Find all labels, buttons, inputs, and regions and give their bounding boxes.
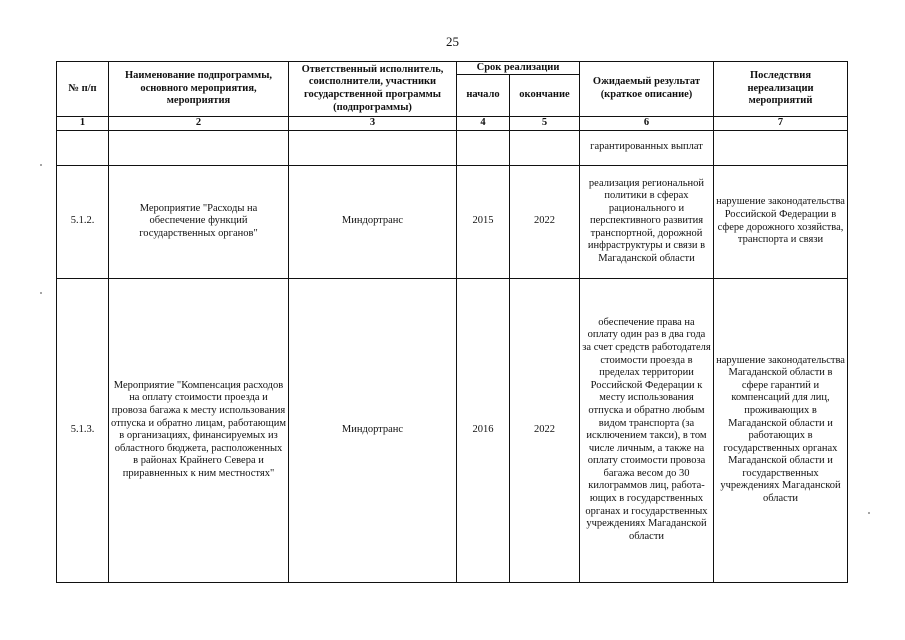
cell-result: реализация региональной политики в сферах рационального и перспективного развития транспортной, дорожной инфраструктуры и связи в Магаданской области — [580, 165, 714, 278]
column-number: 6 — [580, 117, 714, 131]
header-start: начало — [457, 75, 510, 117]
cell-executor: Миндортранс — [289, 278, 457, 582]
scan-speck — [40, 164, 42, 166]
scan-speck — [868, 512, 870, 514]
cell-executor: Миндортранс — [289, 165, 457, 278]
header-name: Наименование подпрограммы, основного мероприятия, мероприятия — [109, 62, 289, 117]
column-number: 3 — [289, 117, 457, 131]
table-row — [57, 130, 848, 165]
cell-start: 2016 — [457, 278, 510, 582]
header-result: Ожидаемый результат (краткое описание) — [580, 62, 714, 117]
header-num: № п/п — [57, 62, 109, 117]
header-end: окончание — [510, 75, 580, 117]
column-number: 4 — [457, 117, 510, 131]
cell-end: 2022 — [510, 165, 580, 278]
cell-consequences: нарушение законодательства Магаданской области в сфере гарантий и компенсаций для лиц, проживающих в Магаданской области и работающих в государственных органах Магаданской области и государственных учреждениях Магаданской области — [714, 278, 848, 582]
cell-start — [457, 130, 510, 165]
cell-name — [109, 130, 289, 165]
cell-executor — [289, 130, 457, 165]
program-activities-table — [56, 61, 848, 583]
page-number: 25 — [446, 34, 459, 49]
cell-num: 5.1.2. — [57, 165, 109, 278]
header-consequences: Последствия нереализации мероприятий — [714, 62, 848, 117]
table-row — [57, 165, 848, 278]
cell-end — [510, 130, 580, 165]
cell-end: 2022 — [510, 278, 580, 582]
cell-num — [57, 130, 109, 165]
header-executor: Ответственный исполнитель, соисполнители, участники государственной программы (подпрограммы) — [289, 62, 457, 117]
column-number: 7 — [714, 117, 848, 131]
cell-consequences: нарушение законодательства Российской Федерации в сфере дорожного хозяйства, транспорта и связи — [714, 165, 848, 278]
cell-result: обеспечение права на оплату один раз в два года за счет средств работодателя стоимости проезда в пределах территории Российской Федерации к месту использования отпуска и обратно любым видом транспорта (за исключением такси), в том числе личным, а также на оплату стоимости провоза багажа весом до 30 килограммов лиц, работа-ющих в государственных органах и государственных учреждениях Магаданской области — [580, 278, 714, 582]
cell-result: гарантированных выплат — [580, 130, 714, 165]
header-period: Срок реализации — [457, 62, 580, 75]
scan-speck — [40, 292, 42, 294]
cell-name: Мероприятие "Компенсация расходов на оплату стоимости проезда и провоза багажа к месту использования отпуска и обратно лицам, работающим в организациях, финансируемых из областного бюджета, расположенных в районах Крайнего Севера и приравненных к ним местностях" — [109, 278, 289, 582]
table-row — [57, 278, 848, 582]
column-number: 2 — [109, 117, 289, 131]
cell-num: 5.1.3. — [57, 278, 109, 582]
column-number: 5 — [510, 117, 580, 131]
cell-name: Мероприятие "Расходы на обеспечение функций государственных органов" — [109, 165, 289, 278]
column-number: 1 — [57, 117, 109, 131]
cell-start: 2015 — [457, 165, 510, 278]
cell-consequences — [714, 130, 848, 165]
